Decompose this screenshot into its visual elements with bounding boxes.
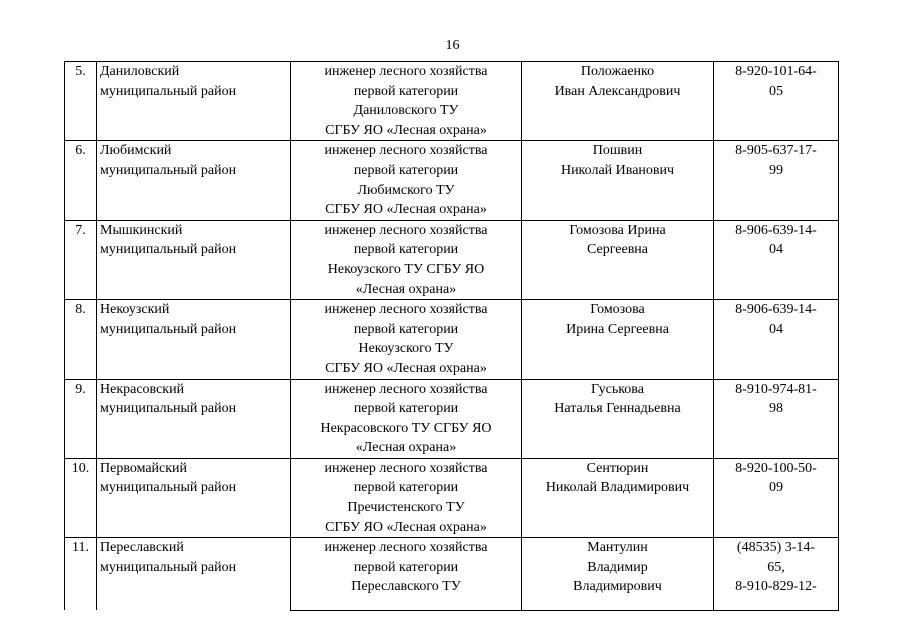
district-cell-line: муниципальный район [100, 321, 237, 337]
person-cell-line: Владимир [587, 559, 648, 575]
phone-cell [714, 141, 839, 220]
person-cell-line: Николай Владимирович [545, 480, 690, 496]
contacts-table [64, 61, 839, 611]
district-cell [97, 538, 291, 611]
position-cell-line: первой категории [353, 480, 459, 496]
position-cell [291, 458, 522, 537]
table-row [65, 458, 839, 537]
table-row [65, 220, 839, 299]
row-number: 5. [65, 62, 97, 141]
person-cell-line: Ирина Сергеевна [566, 321, 669, 337]
district-cell [97, 379, 291, 458]
position-cell-line: Некрасовского ТУ СГБУ ЯО [320, 420, 492, 436]
phone-cell [714, 379, 839, 458]
position-cell [291, 379, 522, 458]
table-row [65, 379, 839, 458]
person-cell [522, 458, 714, 537]
phone-cell [714, 62, 839, 141]
phone-cell-line: 8-910-829-12- [735, 579, 817, 595]
district-cell [97, 62, 291, 141]
phone-cell [714, 458, 839, 537]
position-cell-line: инженер лесного хозяйства [324, 64, 488, 79]
phone-cell-line: 04 [769, 242, 783, 258]
position-cell-line: Некоузского ТУ [358, 341, 454, 357]
person-cell [522, 300, 714, 379]
district-cell-line: Даниловский [100, 64, 180, 79]
position-cell-line: первой категории [353, 559, 459, 575]
district-cell [97, 141, 291, 220]
district-cell-line: Мышкинский [100, 222, 183, 238]
district-cell-line: Некоузский [100, 302, 170, 318]
table-row [65, 538, 839, 611]
position-cell-line: инженер лесного хозяйства [324, 460, 488, 476]
row-number: 6. [65, 141, 97, 220]
person-cell-line: Гуськова [591, 381, 644, 397]
position-cell-line: первой категории [353, 321, 459, 337]
position-cell [291, 141, 522, 220]
phone-cell [714, 220, 839, 299]
person-cell-line: Сергеевна [586, 242, 649, 258]
district-cell-line: Переславский [100, 540, 184, 556]
table-row [65, 62, 839, 141]
phone-cell-line: 98 [769, 401, 783, 417]
position-cell-line: Любимского ТУ [357, 182, 455, 198]
position-cell [291, 62, 522, 141]
person-cell-line: Гомозова [590, 302, 645, 318]
position-cell-line: инженер лесного хозяйства [324, 143, 488, 159]
person-cell-line: Владимирович [573, 579, 662, 595]
position-cell-line: Даниловского ТУ [353, 103, 459, 119]
person-cell [522, 62, 714, 141]
position-cell-line: первой категории [353, 242, 459, 258]
table-row [65, 300, 839, 379]
person-cell [522, 538, 714, 611]
position-cell-line: «Лесная охрана» [355, 440, 457, 456]
person-cell [522, 141, 714, 220]
position-cell-line: «Лесная охрана» [355, 281, 457, 297]
person-cell-line: Мантулин [587, 540, 648, 556]
person-cell-line: Наталья Геннадьевна [554, 401, 681, 417]
person-cell-line: Пошвин [592, 143, 643, 159]
person-cell-line: Положаенко [580, 64, 655, 79]
district-cell-line: муниципальный район [100, 162, 237, 178]
position-cell [291, 300, 522, 379]
position-cell-line: первой категории [353, 83, 459, 99]
district-cell-line: муниципальный район [100, 480, 237, 496]
phone-cell-line: 8-906-639-14- [735, 302, 817, 318]
phone-cell-line: (48535) 3-14- [736, 540, 816, 556]
position-cell-line: СГБУ ЯО «Лесная охрана» [325, 122, 487, 138]
phone-cell-line: 8-920-100-50- [735, 460, 817, 476]
district-cell-line: Любимский [100, 143, 172, 159]
district-cell [97, 458, 291, 537]
position-cell-line: инженер лесного хозяйства [324, 302, 488, 318]
phone-cell [714, 538, 839, 611]
position-cell-line: Пречистенского ТУ [347, 500, 465, 516]
row-number: 8. [65, 300, 97, 379]
position-cell [291, 538, 522, 611]
phone-cell-line: 09 [769, 480, 783, 496]
person-cell-line: Николай Иванович [560, 162, 675, 178]
phone-cell-line: 05 [769, 83, 783, 99]
position-cell-line: Некоузского ТУ СГБУ ЯО [327, 261, 485, 277]
phone-cell [714, 300, 839, 379]
row-number: 11. [65, 538, 97, 611]
district-cell [97, 300, 291, 379]
position-cell-line: первой категории [353, 162, 459, 178]
table-body [65, 62, 839, 611]
table-row [65, 141, 839, 220]
person-cell-line: Иван Александрович [554, 83, 681, 99]
phone-cell-line: 8-906-639-14- [735, 222, 817, 238]
district-cell-line: муниципальный район [100, 401, 237, 417]
position-cell-line: инженер лесного хозяйства [324, 222, 488, 238]
district-cell-line: Первомайский [100, 460, 188, 476]
district-cell-line: муниципальный район [100, 83, 237, 99]
phone-cell-line: 04 [769, 321, 783, 337]
phone-cell-line: 8-905-637-17- [735, 143, 817, 159]
page-number: 16 [445, 38, 460, 53]
position-cell-line: инженер лесного хозяйства [324, 381, 488, 397]
position-cell [291, 220, 522, 299]
person-cell-line: Сентюрин [586, 460, 649, 476]
row-number: 9. [65, 379, 97, 458]
district-cell-line: муниципальный район [100, 242, 237, 258]
phone-cell-line: 8-920-101-64- [735, 64, 817, 79]
position-cell-line: СГБУ ЯО «Лесная охрана» [325, 202, 487, 218]
position-cell-line: первой категории [353, 401, 459, 417]
position-cell-line: инженер лесного хозяйства [324, 540, 488, 556]
district-cell-line: муниципальный район [100, 559, 237, 575]
person-cell [522, 220, 714, 299]
position-cell-line: СГБУ ЯО «Лесная охрана» [325, 360, 487, 376]
phone-cell-line: 65, [767, 559, 785, 575]
district-cell-line: Некрасовский [100, 381, 185, 397]
phone-cell-line: 8-910-974-81- [735, 381, 817, 397]
district-cell [97, 220, 291, 299]
person-cell-line: Гомозова Ирина [569, 222, 666, 238]
row-number: 7. [65, 220, 97, 299]
position-cell-line: СГБУ ЯО «Лесная охрана» [325, 519, 487, 535]
phone-cell-line: 99 [769, 162, 783, 178]
row-number: 10. [65, 458, 97, 537]
person-cell [522, 379, 714, 458]
position-cell-line: Переславского ТУ [351, 579, 461, 595]
